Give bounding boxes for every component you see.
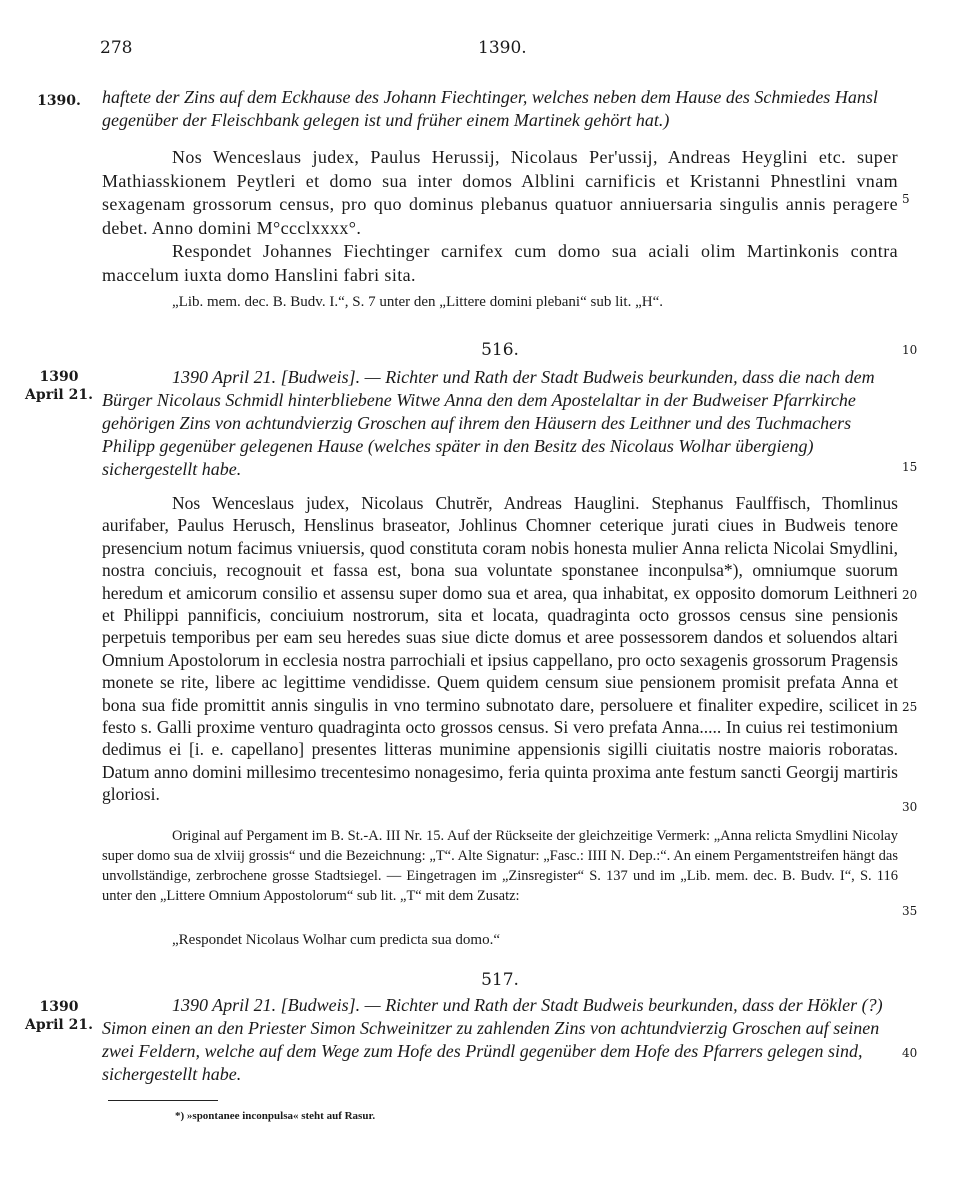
line-number: 20 [902,588,918,602]
archival-quote-516: „Respondet Nicolaus Wolhar cum predicta sua domo.“ [172,932,501,948]
running-head-year: 1390. [478,38,527,58]
margin-date-516: 1390 April 21. [25,369,93,403]
summary-517: 1390 April 21. [Budweis]. — Richter und Rath der Stadt Budweis beurkunden, dass der Hökler (?) Simon einen an den Priester Simon Schweinitzer zu zahlenden Zins von achtundvierzig Groschen auf seinen zwei Feldern, welche auf dem Wege zum Hofe des Pründl gegenüber dem Hofe des Pfarrers gelegen sind, sichergestellt habe. [102,995,883,1084]
line-number: 35 [902,904,918,918]
line-number: 25 [902,700,918,714]
archival-note-516: Original auf Pergament im B. St.-A. III Nr. 15. Auf der Rückseite der gleichzeitige Vermerk: „Anna relicta Smydlini Nicolay super domo sua de xlviij grossis“ und die Bezeichnung: „T“. Alte Signatur: „Fasc.: IIII N. Dep.:“. An einem Pergamentstreifen hängt das unvollständige, zerbrochene grosse Stadtsiegel. — Eingetragen im „Zinsregister“ S. 137 und im „Lib. mem. dec. B. Budv. I“, S. 116 unter den „Littere Omnium Appostolorum“ sub lit. „T“ mit dem Zusatz: [102,828,898,904]
document-number-516: 516. [481,340,519,360]
line-number: 5 [902,192,910,206]
intro-latin-text-1: Nos Wenceslaus judex, Paulus Herussij, Nicolaus Per'ussij, Andreas Heyglini etc. super Mathiasskionem Peytleri et domo sua inter domos Alblini carnificis et Kristanni Phnestlini vnam sexagenam grossorum census, pro quo dominus plebanus quatuor anniuersaria singulis annis peragere debet. Anno domini M°ccclxxxx°. [102,147,898,238]
line-number: 40 [902,1046,918,1060]
charter-text-516: Nos Wenceslaus judex, Nicolaus Chutrĕr, Andreas Hauglini. Stephanus Faulffisch, Thomlinus aurifaber, Paulus Herusch, Henslinus braseator, Johlinus Chomner ceterique jurati ciues in Budweis tenore presencium notum facimus vniuersis, quod constituta coram nobis honesta mulier Anna relicta Nicolai Smydlini, nostra conciuis, recognouit et fassa est, bona sua voluntate sponstanee inconpulsa*), omniumque suorum heredum et amicorum consilio et assensu super domo sua et area, qua inhabitat, ex opposito domorum Leithneri et Philippi pannificis, conciuium nostrorum, sita et locata, quadraginta octo grossos census sine pensionis perpetuis temporibus per eam seu heredes suas siue dicte domus et aree possessorem dandos et soluendos altari Omnium Apostolorum in ecclesia nostra parrochiali et ipsius cappellano, pro octo sexagenis grossorum Pragensis monete se rite, libere ac legittime vendidisse. Quem quidem censum siue pensionem promisit prefata Anna et bona sua fide promittit annis singulis in vno termino subnotato dare, persoluere et finaliter expedire, scilicet in festo s. Galli proxime venturo quadraginta octo grossos census. Si vero prefata Anna..... In cuius rei testimonium dedimus ei [i. e. capellano] presentes litteras munimine appensionis sigilli ciuitatis nostre maioris roboratas. Datum anno domini millesimo trecentesimo nonagesimo, feria quinta proxima ante festum sancti Georgij martiris gloriosi. [102,493,898,805]
margin-year: 1390. [37,93,81,109]
margin-date-517: 1390 April 21. [25,999,93,1033]
page-number: 278 [100,38,133,58]
intro-german-text: haftete der Zins auf dem Eckhause des Johann Fiechtinger, welches neben dem Hause des Schmiedes Hansl gegenüber der Fleischbank gelegen ist und früher einem Martinek gehört hat.) [102,87,878,130]
line-number: 30 [902,800,918,814]
line-number: 10 [902,343,918,357]
document-number-517: 517. [481,970,519,990]
intro-source-note: „Lib. mem. dec. B. Budv. I.“, S. 7 unter den „Littere domini plebani“ sub lit. „H“. [172,294,663,310]
line-number: 15 [902,460,918,474]
footnote-divider [108,1100,218,1101]
intro-latin-text-2: Respondet Johannes Fiechtinger carnifex cum domo sua aciali olim Martinkonis contra maccelum iuxta domo Hanslini fabri sita. [102,241,898,285]
footnote: *) »spontanee inconpulsa« steht auf Rasur. [175,1110,376,1122]
summary-516: 1390 April 21. [Budweis]. — Richter und Rath der Stadt Budweis beurkunden, dass die nach dem Bürger Nicolaus Schmidl hinterbliebene Witwe Anna den dem Apostelaltar in der Budweiser Pfarrkirche gehörigen Zins von achtundvierzig Groschen auf ihrem den Häusern des Leithner und des Tuchmachers Philipp gegenüber gelegenen Hause (welches später in den Besitz des Nicolaus Wolhar übergieng) sichergestellt habe. [102,367,875,479]
